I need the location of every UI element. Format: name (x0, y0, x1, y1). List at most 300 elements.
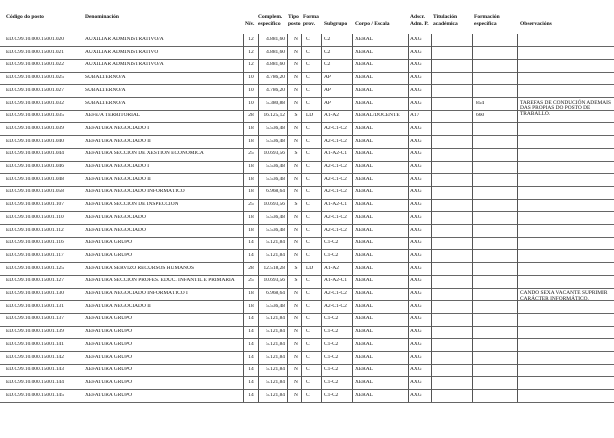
cell-nivel: 14 (248, 354, 254, 360)
cell-codigo: ED.C99.10.000.15001.139 (6, 329, 64, 335)
cell-forma: C (306, 329, 310, 335)
cell-nivel: 14 (248, 392, 254, 398)
table-header (0, 0, 614, 34)
cell-tipo: N (294, 138, 298, 144)
header-titulacion-2: académica (433, 21, 458, 27)
row-rule (0, 275, 614, 276)
cell-tipo: N (294, 354, 298, 360)
cell-subgrupo: A1-A2-C1 (324, 151, 348, 157)
cell-complemento: 16.125,12 (263, 113, 285, 119)
cell-tipo: N (294, 87, 298, 93)
cell-subgrupo: C1-C2 (324, 240, 339, 246)
table-row (0, 250, 614, 262)
cell-denominacion: XEFATURA GRUPO (85, 379, 133, 385)
table-row (0, 148, 614, 160)
cell-corpo: XERAL (355, 75, 373, 81)
cell-denominacion: XEFE/A TERRITORIAL (85, 113, 141, 119)
cell-complemento: 5.121,84 (266, 329, 285, 335)
cell-denominacion: XEFATURA NEGOCIADO INFORMÁTICO (85, 189, 185, 195)
cell-codigo: ED.C99.10.000.15001.048 (6, 176, 64, 182)
cell-complemento: 10.693,56 (263, 278, 285, 284)
table-row (0, 364, 614, 376)
cell-complemento: 5.121,84 (266, 354, 285, 360)
cell-formacion: 660 (476, 113, 485, 119)
row-rule (0, 300, 614, 301)
cell-nivel: 25 (248, 202, 254, 208)
cell-codigo: ED.C99.10.000.15001.058 (6, 189, 64, 195)
cell-forma: C (306, 49, 310, 55)
cell-subgrupo: A2-C1-C2 (324, 303, 347, 309)
cell-codigo: ED.C99.10.000.15001.112 (6, 227, 64, 233)
cell-forma: C (306, 278, 310, 284)
cell-codigo: ED.C99.10.000.15001.035 (6, 113, 64, 119)
row-rule (0, 59, 614, 60)
cell-nivel: 12 (248, 62, 254, 68)
cell-adscricion: AXG (410, 202, 422, 208)
row-rule (0, 173, 614, 174)
cell-subgrupo: AP (324, 100, 331, 106)
header-adscricion-1: Adscr. (410, 14, 425, 20)
cell-complemento: 5.121,84 (266, 392, 285, 398)
cell-denominacion: SUBALTERNO/A (85, 87, 126, 93)
table-row (0, 72, 614, 84)
cell-complemento: 5.380,88 (266, 100, 285, 106)
header-complemento-1: Complem. (258, 14, 283, 20)
cell-forma: C (306, 164, 310, 169)
cell-adscricion: AXG (410, 189, 422, 195)
cell-forma: C (306, 138, 310, 144)
cell-adscricion: AXG (410, 125, 422, 131)
cell-denominacion: AUXILIAR ADMINISTRATIVO/A (85, 37, 164, 42)
cell-denominacion: SUBALTERNO/A (85, 100, 126, 106)
table-row (0, 174, 614, 186)
cell-forma: C (306, 125, 310, 131)
cell-corpo: XERAL (355, 379, 373, 385)
header-tipo-2: posto (288, 21, 301, 27)
cell-forma: C (306, 303, 310, 309)
cell-complemento: 5.536,48 (266, 214, 285, 220)
cell-forma: C (306, 240, 310, 246)
cell-codigo: ED.C99.10.000.15001.144 (6, 379, 64, 385)
cell-forma: C (306, 341, 310, 347)
cell-subgrupo: A2-C1-C2 (324, 214, 347, 220)
cell-tipo: N (294, 62, 298, 68)
cell-adscricion: AXG (410, 252, 422, 258)
row-rule (0, 161, 614, 162)
cell-nivel: 25 (248, 278, 254, 284)
cell-nivel: 14 (248, 316, 254, 322)
cell-forma: C (306, 37, 310, 42)
cell-denominacion: XEFATURA GRUPO (85, 252, 133, 258)
table-row (0, 352, 614, 364)
column-rule (517, 34, 518, 402)
cell-nivel: 14 (248, 379, 254, 385)
cell-nivel: 18 (248, 164, 254, 169)
cell-subgrupo: C1-C2 (324, 316, 339, 322)
cell-denominacion: AUXILIAR ADMINISTRATIVO/A (85, 62, 164, 68)
cell-codigo: ED.C99.10.000.15001.021 (6, 49, 64, 55)
cell-codigo: ED.C99.10.000.15001.046 (6, 164, 64, 169)
row-rule (0, 122, 614, 123)
row-rule (0, 288, 614, 289)
row-rule (0, 46, 614, 47)
cell-adscricion: AXG (410, 176, 422, 182)
row-rule (0, 186, 614, 187)
cell-complemento: 5.121,84 (266, 379, 285, 385)
table-row (0, 110, 614, 122)
cell-adscricion: AXG (410, 37, 422, 42)
cell-codigo: ED.C99.10.000.15001.020 (6, 37, 64, 42)
cell-denominacion: XEFATURA GRUPO (85, 341, 133, 347)
cell-subgrupo: A2-C1-C2 (324, 176, 347, 182)
cell-forma: C (306, 202, 310, 208)
cell-subgrupo: C2 (324, 49, 331, 55)
cell-denominacion: XEFATURA SECCIÓN DE INSPECCIÓN (85, 202, 179, 208)
cell-tipo: S (294, 278, 298, 284)
cell-adscricion: AXG (410, 164, 422, 169)
cell-adscricion: AXG (410, 329, 422, 335)
cell-nivel: 14 (248, 252, 254, 258)
cell-nivel: 14 (248, 341, 254, 347)
cell-corpo: XERAL (355, 214, 373, 220)
cell-denominacion: XEFATURA GRUPO (85, 367, 133, 373)
cell-complemento: 6.968,64 (266, 189, 285, 195)
row-rule (0, 364, 614, 365)
cell-forma: LD (306, 265, 314, 271)
cell-codigo: ED.C99.10.000.15001.022 (6, 62, 64, 68)
row-rule (0, 211, 614, 212)
cell-denominacion: XEFATURA GRUPO (85, 329, 133, 335)
cell-complemento: 6.968,64 (266, 291, 285, 296)
cell-subgrupo: C1-C2 (324, 354, 339, 360)
cell-denominacion: XEFATURA GRUPO (85, 240, 133, 246)
cell-denominacion: XEFATURA NEGOCIADO II (85, 303, 151, 309)
cell-denominacion: XEFATURA NEGOCIADO INFORMÁTICO I (85, 291, 188, 296)
cell-denominacion: XEFATURA GRUPO (85, 316, 133, 322)
cell-nivel: 18 (248, 214, 254, 220)
cell-subgrupo: A2-C1-C2 (324, 227, 347, 233)
cell-codigo: ED.C99.10.000.15001.107 (6, 202, 64, 208)
table-row (0, 326, 614, 338)
cell-corpo: XERAL (355, 138, 373, 144)
cell-corpo: XERAL (355, 303, 373, 309)
cell-denominacion: XEFATURA SECCIÓN DE XESTIÓN ECONÓMICA (85, 151, 204, 157)
cell-complemento: 5.536,48 (266, 125, 285, 131)
cell-complemento: 5.121,84 (266, 316, 285, 322)
cell-forma: C (306, 62, 310, 68)
cell-subgrupo: C1-C2 (324, 367, 339, 373)
cell-subgrupo: A1-A2-C1 (324, 278, 348, 284)
cell-nivel: 25 (248, 151, 254, 157)
cell-complemento: 5.536,48 (266, 138, 285, 144)
table-row (0, 225, 614, 237)
cell-forma: C (306, 379, 310, 385)
cell-adscricion: AXG (410, 316, 422, 322)
header-nivel: Nív. (245, 21, 255, 27)
cell-forma: C (306, 252, 310, 258)
cell-nivel: 18 (248, 138, 254, 144)
table-row (0, 339, 614, 351)
cell-nivel: 18 (248, 303, 254, 309)
cell-nivel: 28 (248, 113, 254, 119)
header-corpo: Corpo / Escala (355, 21, 390, 27)
cell-codigo: ED.C99.10.000.15001.039 (6, 125, 64, 131)
cell-denominacion: XEFATURA NEGOCIADO II (85, 176, 151, 182)
cell-denominacion: XEFATURA GRUPO (85, 354, 133, 360)
cell-corpo: XERAL (355, 252, 373, 258)
row-rule (0, 338, 614, 339)
cell-codigo: ED.C99.10.000.15001.142 (6, 354, 64, 360)
cell-subgrupo: C1-C2 (324, 252, 339, 258)
cell-complemento: 5.121,84 (266, 240, 285, 246)
row-rule (0, 249, 614, 250)
cell-nivel: 14 (248, 240, 254, 246)
cell-tipo: S (294, 265, 298, 271)
cell-nivel: 10 (248, 100, 254, 106)
cell-adscricion: AXG (410, 214, 422, 220)
column-rule (431, 34, 432, 402)
cell-corpo: XERAL (355, 62, 373, 68)
header-formacion-1: Formación (474, 14, 500, 20)
cell-nivel: 14 (248, 329, 254, 335)
cell-complemento: 4.881,60 (266, 62, 285, 68)
cell-corpo: XERAL (355, 176, 373, 182)
cell-tipo: N (294, 367, 298, 373)
table-row (0, 237, 614, 249)
table-row (0, 85, 614, 97)
cell-forma: C (306, 316, 310, 322)
cell-corpo: XERAL (355, 291, 373, 296)
cell-denominacion: SUBALTERNO/A (85, 75, 126, 81)
row-rule (0, 148, 614, 149)
cell-nivel: 18 (248, 291, 254, 296)
cell-nivel: 12 (248, 49, 254, 55)
row-rule (0, 402, 614, 403)
cell-codigo: ED.C99.10.000.15001.125 (6, 265, 64, 271)
cell-denominacion: XEFATURA NEGOCIADO II (85, 138, 151, 144)
row-rule (0, 376, 614, 377)
cell-adscricion: AXG (410, 62, 422, 68)
cell-nivel: 18 (248, 176, 254, 182)
column-rule (243, 34, 244, 402)
cell-forma: C (306, 87, 310, 93)
cell-complemento: 4.786,20 (266, 87, 285, 93)
cell-nivel: 18 (248, 189, 254, 195)
cell-complemento: 5.121,84 (266, 367, 285, 373)
cell-complemento: 5.536,48 (266, 176, 285, 182)
cell-tipo: S (294, 113, 298, 119)
cell-forma: C (306, 392, 310, 398)
cell-tipo: N (294, 37, 298, 42)
cell-codigo: ED.C99.10.000.15001.116 (6, 240, 64, 246)
cell-adscricion: AXG (410, 341, 422, 347)
cell-complemento: 5.121,84 (266, 341, 285, 347)
row-rule (0, 199, 614, 200)
cell-forma: C (306, 227, 310, 233)
column-rule (321, 34, 322, 402)
cell-subgrupo: A2-C1-C2 (324, 164, 347, 169)
cell-forma: LD (306, 113, 314, 119)
cell-nivel: 10 (248, 75, 254, 81)
cell-codigo: ED.C99.10.000.15001.131 (6, 303, 64, 309)
row-rule (0, 326, 614, 327)
cell-observacions: CANDO SEXA VACANTE SUPRIMIR CARÁCTER INFORMÁTICO. (520, 290, 608, 302)
row-rule (0, 224, 614, 225)
header-complemento-2: específico (258, 21, 281, 27)
cell-corpo: XERAL (355, 341, 373, 347)
cell-nivel: 14 (248, 367, 254, 373)
cell-denominacion: XEFATURA NEGOCIADO I (85, 125, 149, 131)
cell-tipo: N (294, 341, 298, 347)
cell-complemento: 12.518,28 (263, 265, 285, 271)
row-rule (0, 72, 614, 73)
cell-tipo: S (294, 202, 298, 208)
header-adscricion-2: Adm. P. (410, 21, 429, 27)
cell-adscricion: AXG (410, 265, 422, 271)
cell-adscricion: AXG (410, 227, 422, 233)
cell-denominacion: XEFATURA SERVIZO RECURSOS HUMANOS (85, 265, 194, 271)
table-row (0, 212, 614, 224)
cell-tipo: N (294, 49, 298, 55)
cell-tipo: N (294, 379, 298, 385)
cell-complemento: 10.693,56 (263, 151, 285, 157)
row-rule (0, 313, 614, 314)
cell-tipo: N (294, 227, 298, 233)
row-rule (0, 262, 614, 263)
cell-corpo: XERAL (355, 354, 373, 360)
cell-adscricion: AXG (410, 151, 422, 157)
cell-subgrupo: A1-A2-C1 (324, 202, 348, 208)
table-row (0, 275, 614, 287)
table-row (0, 301, 614, 313)
cell-corpo: XERAL (355, 49, 373, 55)
row-rule (0, 97, 614, 98)
cell-tipo: N (294, 214, 298, 220)
cell-complemento: 4.786,20 (266, 75, 285, 81)
cell-subgrupo: A2-C1-C2 (324, 138, 347, 144)
cell-corpo: XERAL (355, 87, 373, 93)
cell-denominacion: AUXILIAR ADMINISTRATIVO (85, 49, 159, 55)
cell-complemento: 5.536,48 (266, 164, 285, 169)
header-subgrupo: Subgrupo (324, 21, 348, 27)
column-rule (301, 34, 302, 402)
cell-complemento: 5.536,48 (266, 227, 285, 233)
cell-subgrupo: A1-A2 (324, 265, 339, 271)
cell-nivel: 28 (248, 265, 254, 271)
cell-subgrupo: A2-C1-C2 (324, 125, 347, 131)
cell-tipo: N (294, 176, 298, 182)
cell-adscricion: A17 (410, 113, 420, 119)
row-rule (0, 351, 614, 352)
cell-forma: C (306, 291, 310, 296)
cell-corpo: XERAL (355, 367, 373, 373)
cell-codigo: ED.C99.10.000.15001.117 (6, 252, 64, 258)
cell-codigo: ED.C99.10.000.15001.025 (6, 75, 64, 81)
cell-nivel: 10 (248, 87, 254, 93)
cell-complemento: 10.693,56 (263, 202, 285, 208)
table-row (0, 377, 614, 389)
cell-tipo: S (294, 151, 298, 157)
table-row (0, 123, 614, 135)
header-codigo: Código do posto (6, 14, 44, 20)
cell-corpo: XERAL (355, 392, 373, 398)
cell-nivel: 18 (248, 227, 254, 233)
cell-denominacion: XEFATURA NEGOCIADO (85, 214, 146, 220)
cell-forma: C (306, 214, 310, 220)
cell-tipo: N (294, 303, 298, 309)
cell-tipo: N (294, 100, 298, 106)
cell-forma: C (306, 354, 310, 360)
cell-forma: C (306, 367, 310, 373)
row-rule (0, 110, 614, 111)
cell-adscricion: AXG (410, 240, 422, 246)
cell-complemento: 5.536,48 (266, 303, 285, 309)
cell-adscricion: AXG (410, 100, 422, 106)
cell-adscricion: AXG (410, 303, 422, 309)
cell-corpo: XERAL (355, 100, 373, 106)
table-row (0, 34, 614, 46)
cell-codigo: ED.C99.10.000.15001.137 (6, 316, 64, 322)
cell-codigo: ED.C99.10.000.15001.044 (6, 151, 64, 157)
table-row (0, 199, 614, 211)
cell-adscricion: AXG (410, 138, 422, 144)
cell-denominacion: XEFATURA NEGOCIADO (85, 227, 146, 233)
cell-forma: C (306, 176, 310, 182)
cell-corpo: XERAL/DOCENTE (355, 113, 400, 119)
cell-corpo: XERAL (355, 164, 373, 169)
cell-adscricion: AXG (410, 75, 422, 81)
cell-forma: C (306, 75, 310, 81)
cell-corpo: XERAL (355, 240, 373, 246)
header-forma-1: Forma (303, 14, 319, 20)
cell-complemento: 4.881,60 (266, 49, 285, 55)
header-formacion-2: específica (474, 21, 497, 27)
cell-tipo: N (294, 316, 298, 322)
cell-subgrupo: AP (324, 75, 331, 81)
cell-denominacion: XEFATURA GRUPO (85, 392, 133, 398)
cell-corpo: XERAL (355, 151, 373, 157)
table-row (0, 313, 614, 325)
cell-tipo: N (294, 291, 298, 296)
row-rule (0, 237, 614, 238)
cell-tipo: N (294, 75, 298, 81)
cell-subgrupo: C2 (324, 37, 331, 42)
cell-subgrupo: C2 (324, 62, 331, 68)
cell-corpo: XERAL (355, 189, 373, 195)
cell-forma: C (306, 189, 310, 195)
cell-subgrupo: C1-C2 (324, 341, 339, 347)
cell-codigo: ED.C99.10.000.15001.110 (6, 214, 64, 220)
cell-adscricion: AXG (410, 379, 422, 385)
column-rule (287, 34, 288, 402)
cell-codigo: ED.C99.10.000.15001.032 (6, 100, 64, 106)
cell-formacion: 854 (476, 100, 485, 106)
header-observacions: Observacións (520, 21, 552, 27)
cell-corpo: XERAL (355, 316, 373, 322)
table-row (0, 136, 614, 148)
table-row (0, 161, 614, 173)
cell-forma: C (306, 151, 310, 157)
row-rule (0, 135, 614, 136)
cell-codigo: ED.C99.10.000.15001.027 (6, 87, 64, 93)
cell-subgrupo: A2-C1-C2 (324, 189, 347, 195)
cell-codigo: ED.C99.10.000.15001.127 (6, 278, 64, 284)
table-row (0, 47, 614, 59)
cell-codigo: ED.C99.10.000.15001.143 (6, 367, 64, 373)
cell-codigo: ED.C99.10.000.15001.145 (6, 392, 64, 398)
column-rule (472, 34, 473, 402)
cell-corpo: XERAL (355, 265, 373, 271)
